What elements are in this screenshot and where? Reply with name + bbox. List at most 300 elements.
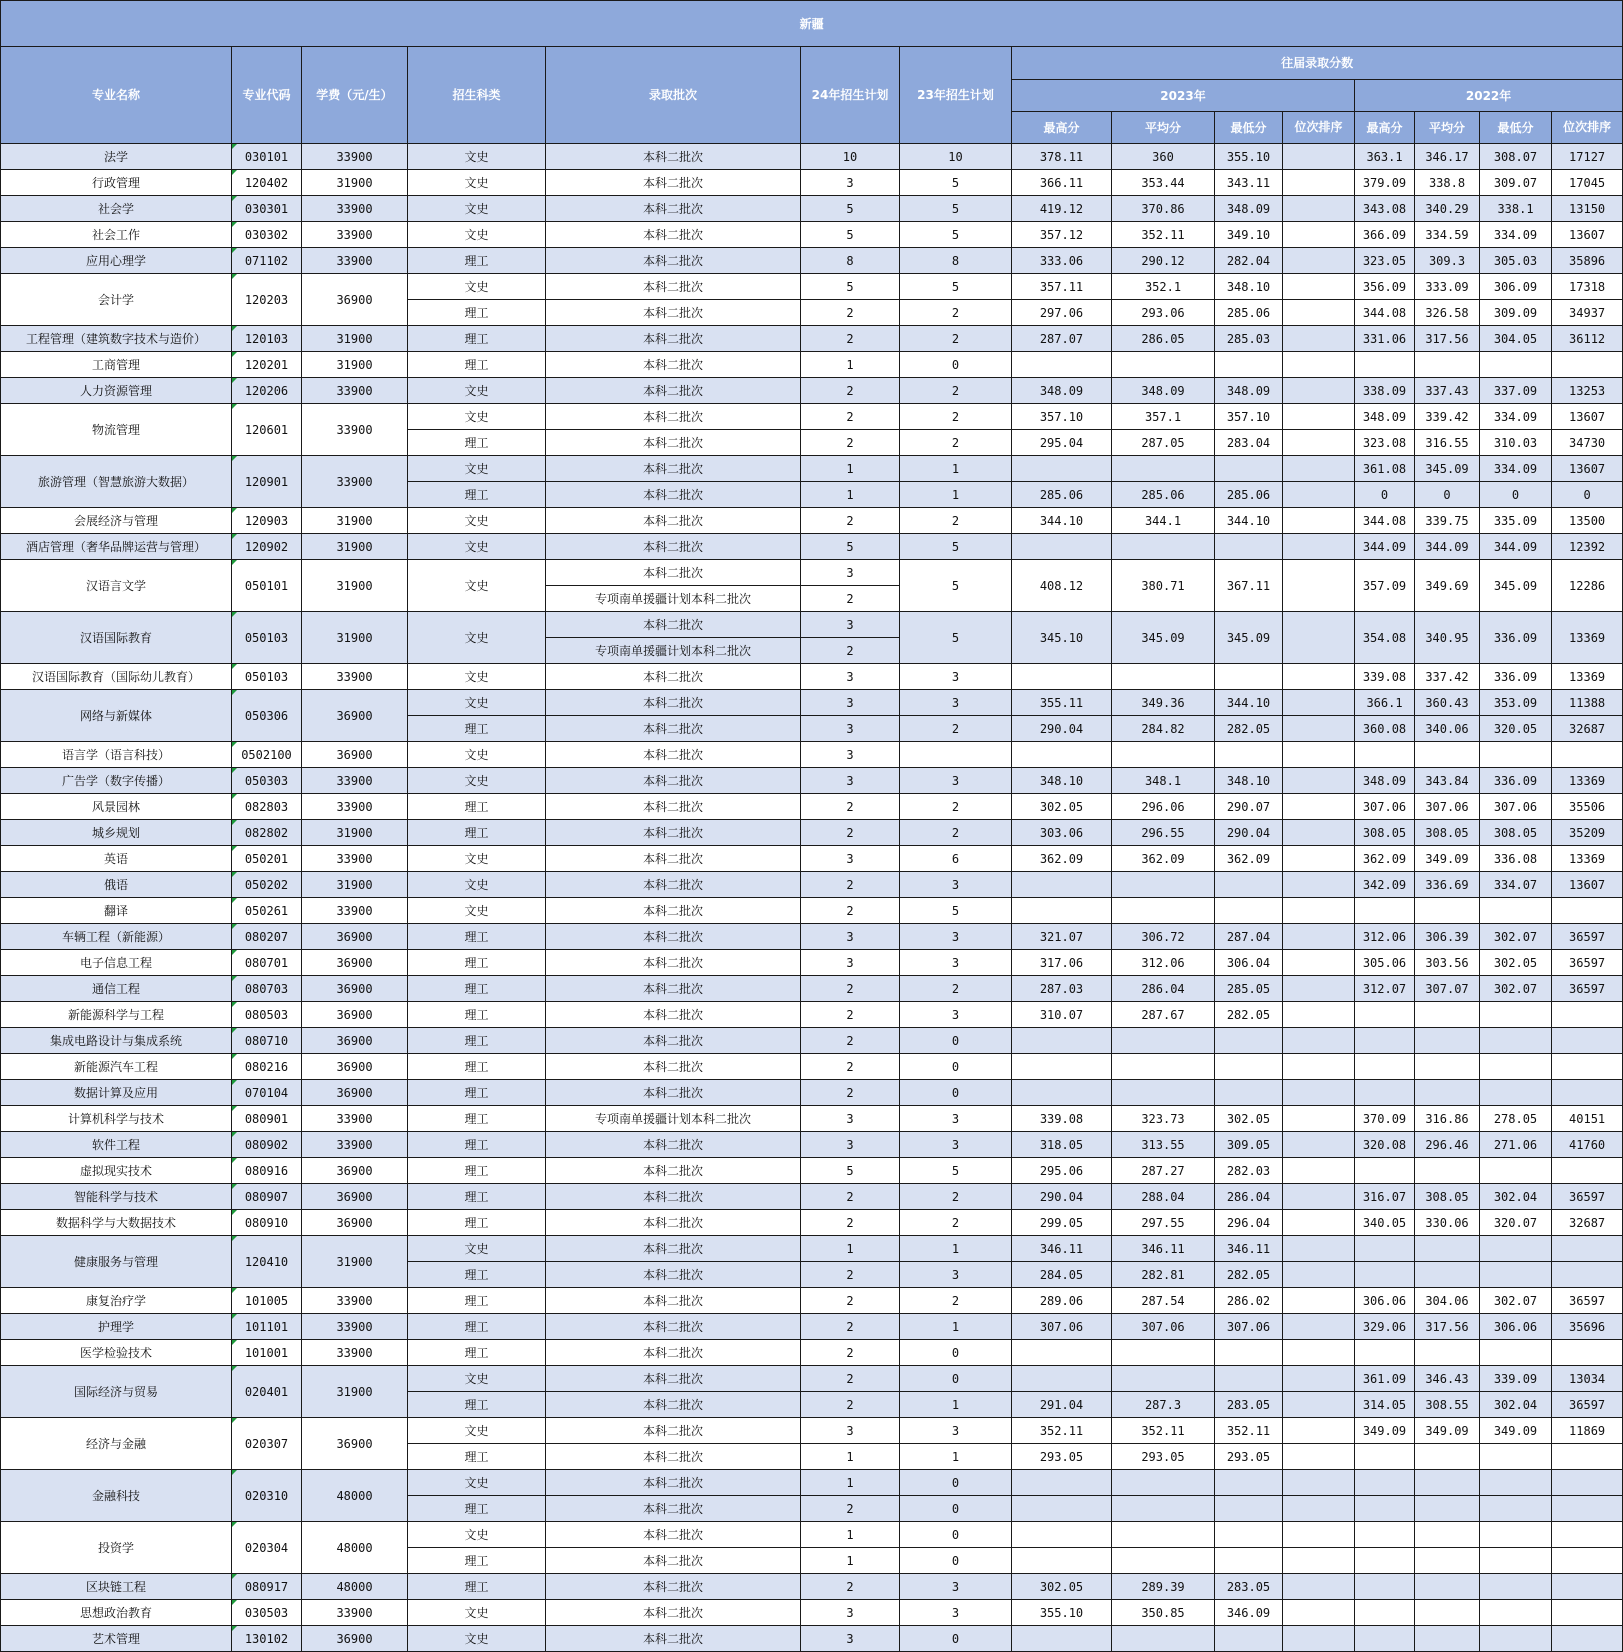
table-row bbox=[1, 196, 1623, 222]
score-2022-min-cell: 309.09 bbox=[1480, 300, 1552, 326]
score-2023-min-cell: 283.04 bbox=[1215, 430, 1283, 456]
score-2022-avg-cell bbox=[1415, 1002, 1480, 1028]
header-category: 招生科类 bbox=[408, 47, 546, 144]
plan-2023-cell: 10 bbox=[900, 144, 1012, 170]
score-2022-rank-cell bbox=[1552, 1236, 1623, 1262]
table-row bbox=[1, 1340, 1623, 1366]
score-2023-min-cell: 357.10 bbox=[1215, 404, 1283, 430]
score-2023-min-cell: 345.09 bbox=[1215, 612, 1283, 664]
score-2023-rank-cell bbox=[1283, 924, 1355, 950]
batch-cell: 本科二批次 bbox=[546, 170, 801, 196]
category-cell: 文史 bbox=[408, 378, 546, 404]
major-name-cell: 汉语国际教育 bbox=[1, 612, 232, 664]
score-2022-max-cell: 316.07 bbox=[1355, 1184, 1415, 1210]
major-code-cell: 120402 bbox=[232, 170, 302, 196]
major-code-cell: 101005 bbox=[232, 1288, 302, 1314]
score-2023-rank-cell bbox=[1283, 716, 1355, 742]
table-row bbox=[1, 404, 1623, 430]
score-2023-max-cell: 355.10 bbox=[1012, 1600, 1112, 1626]
score-2022-avg-cell: 308.05 bbox=[1415, 820, 1480, 846]
major-code-cell: 080902 bbox=[232, 1132, 302, 1158]
score-2022-avg-cell: 349.09 bbox=[1415, 1418, 1480, 1444]
tuition-cell: 33900 bbox=[302, 768, 408, 794]
batch-cell: 本科二批次 bbox=[546, 924, 801, 950]
plan-2023-cell: 5 bbox=[900, 274, 1012, 300]
major-code-cell: 050261 bbox=[232, 898, 302, 924]
tuition-cell: 36900 bbox=[302, 950, 408, 976]
plan-2023-cell: 2 bbox=[900, 326, 1012, 352]
score-2023-avg-cell bbox=[1112, 898, 1215, 924]
score-2023-max-cell: 378.11 bbox=[1012, 144, 1112, 170]
score-2022-rank-cell: 17127 bbox=[1552, 144, 1623, 170]
score-2023-avg-cell bbox=[1112, 456, 1215, 482]
plan-2023-cell: 3 bbox=[900, 664, 1012, 690]
score-2023-avg-cell bbox=[1112, 1366, 1215, 1392]
score-2022-max-cell: 323.08 bbox=[1355, 430, 1415, 456]
score-2023-min-cell: 285.06 bbox=[1215, 482, 1283, 508]
score-2023-rank-cell bbox=[1283, 1392, 1355, 1418]
score-2022-min-cell bbox=[1480, 1054, 1552, 1080]
score-2023-rank-cell bbox=[1283, 1548, 1355, 1574]
score-2022-min-cell: 336.09 bbox=[1480, 664, 1552, 690]
score-2023-max-cell: 290.04 bbox=[1012, 1184, 1112, 1210]
score-2023-min-cell bbox=[1215, 1470, 1283, 1496]
header-year-2023: 2023年 bbox=[1012, 80, 1355, 112]
plan-2024-cell: 2 bbox=[801, 1496, 900, 1522]
score-2023-avg-cell: 285.06 bbox=[1112, 482, 1215, 508]
score-2023-rank-cell bbox=[1283, 1600, 1355, 1626]
table-row bbox=[1, 1236, 1623, 1262]
tuition-cell: 31900 bbox=[302, 508, 408, 534]
major-name-cell: 车辆工程（新能源） bbox=[1, 924, 232, 950]
plan-2024-cell: 2 bbox=[801, 1262, 900, 1288]
score-2023-min-cell: 346.11 bbox=[1215, 1236, 1283, 1262]
major-code-cell: 030302 bbox=[232, 222, 302, 248]
plan-2023-cell: 3 bbox=[900, 768, 1012, 794]
score-2022-avg-cell: 343.84 bbox=[1415, 768, 1480, 794]
score-2023-rank-cell bbox=[1283, 1132, 1355, 1158]
plan-2023-cell: 1 bbox=[900, 1314, 1012, 1340]
major-code-cell: 080910 bbox=[232, 1210, 302, 1236]
score-2023-min-cell: 283.05 bbox=[1215, 1392, 1283, 1418]
score-2023-rank-cell bbox=[1283, 404, 1355, 430]
plan-2024-cell: 2 bbox=[801, 404, 900, 430]
plan-2024-cell: 2 bbox=[801, 378, 900, 404]
category-cell: 文史 bbox=[408, 612, 546, 664]
plan-2024-cell: 2 bbox=[801, 1184, 900, 1210]
score-2022-avg-cell: 337.42 bbox=[1415, 664, 1480, 690]
plan-2024-cell: 2 bbox=[801, 1314, 900, 1340]
plan-2024-cell: 1 bbox=[801, 482, 900, 508]
table-row bbox=[1, 924, 1623, 950]
score-2022-avg-cell: 316.86 bbox=[1415, 1106, 1480, 1132]
category-cell: 文史 bbox=[408, 456, 546, 482]
table-row bbox=[1, 1158, 1623, 1184]
tuition-cell: 33900 bbox=[302, 664, 408, 690]
plan-2024-cell: 3 bbox=[801, 924, 900, 950]
batch-cell: 本科二批次 bbox=[546, 1002, 801, 1028]
tuition-cell: 31900 bbox=[302, 352, 408, 378]
major-name-cell: 软件工程 bbox=[1, 1132, 232, 1158]
table-row bbox=[1, 1470, 1623, 1496]
score-2022-rank-cell: 36597 bbox=[1552, 1288, 1623, 1314]
table-row bbox=[1, 794, 1623, 820]
score-2023-avg-cell: 290.12 bbox=[1112, 248, 1215, 274]
score-2023-rank-cell bbox=[1283, 742, 1355, 768]
score-2022-max-cell: 343.08 bbox=[1355, 196, 1415, 222]
score-2022-max-cell: 348.09 bbox=[1355, 404, 1415, 430]
score-2023-rank-cell bbox=[1283, 1496, 1355, 1522]
score-2022-max-cell: 354.08 bbox=[1355, 612, 1415, 664]
score-2023-min-cell bbox=[1215, 1054, 1283, 1080]
plan-2024-cell: 2 bbox=[801, 976, 900, 1002]
score-2022-max-cell bbox=[1355, 1002, 1415, 1028]
major-code-cell: 080901 bbox=[232, 1106, 302, 1132]
major-name-cell: 新能源科学与工程 bbox=[1, 1002, 232, 1028]
score-2022-max-cell bbox=[1355, 1574, 1415, 1600]
score-2023-max-cell bbox=[1012, 1366, 1112, 1392]
score-2022-max-cell: 379.09 bbox=[1355, 170, 1415, 196]
category-cell: 文史 bbox=[408, 768, 546, 794]
score-2023-max-cell bbox=[1012, 456, 1112, 482]
plan-2023-cell: 2 bbox=[900, 1210, 1012, 1236]
plan-2024-cell: 1 bbox=[801, 1548, 900, 1574]
table-row bbox=[1, 1028, 1623, 1054]
score-2023-max-cell: 321.07 bbox=[1012, 924, 1112, 950]
batch-cell: 本科二批次 bbox=[546, 1522, 801, 1548]
category-cell: 理工 bbox=[408, 716, 546, 742]
tuition-cell: 33900 bbox=[302, 1106, 408, 1132]
score-2022-max-cell: 361.09 bbox=[1355, 1366, 1415, 1392]
score-2023-rank-cell bbox=[1283, 1470, 1355, 1496]
tuition-cell: 33900 bbox=[302, 196, 408, 222]
score-2022-max-cell: 348.09 bbox=[1355, 768, 1415, 794]
score-2022-min-cell: 309.07 bbox=[1480, 170, 1552, 196]
plan-2024-cell: 5 bbox=[801, 222, 900, 248]
score-2022-max-cell: 366.1 bbox=[1355, 690, 1415, 716]
category-cell: 文史 bbox=[408, 1366, 546, 1392]
table-row bbox=[1, 872, 1623, 898]
major-name-cell: 人力资源管理 bbox=[1, 378, 232, 404]
score-2022-max-cell bbox=[1355, 1548, 1415, 1574]
score-2022-max-cell: 312.07 bbox=[1355, 976, 1415, 1002]
batch-cell: 本科二批次 bbox=[546, 560, 801, 586]
major-name-cell: 城乡规划 bbox=[1, 820, 232, 846]
score-2022-avg-cell: 308.55 bbox=[1415, 1392, 1480, 1418]
major-code-cell: 080207 bbox=[232, 924, 302, 950]
major-code-cell: 120903 bbox=[232, 508, 302, 534]
score-2022-max-cell: 329.06 bbox=[1355, 1314, 1415, 1340]
batch-cell: 本科二批次 bbox=[546, 1340, 801, 1366]
plan-2024-cell: 2 bbox=[801, 1574, 900, 1600]
score-2022-min-cell bbox=[1480, 1548, 1552, 1574]
major-name-cell: 健康服务与管理 bbox=[1, 1236, 232, 1288]
score-2023-avg-cell bbox=[1112, 1496, 1215, 1522]
category-cell: 理工 bbox=[408, 1054, 546, 1080]
plan-2023-cell: 5 bbox=[900, 612, 1012, 664]
score-2023-max-cell: 295.06 bbox=[1012, 1158, 1112, 1184]
score-2023-min-cell: 306.04 bbox=[1215, 950, 1283, 976]
score-2023-min-cell: 309.05 bbox=[1215, 1132, 1283, 1158]
batch-cell: 本科二批次 bbox=[546, 1262, 801, 1288]
major-name-cell: 计算机科学与技术 bbox=[1, 1106, 232, 1132]
score-2022-max-cell bbox=[1355, 1054, 1415, 1080]
tuition-cell: 36900 bbox=[302, 690, 408, 742]
plan-2023-cell: 3 bbox=[900, 1132, 1012, 1158]
score-2023-rank-cell bbox=[1283, 1522, 1355, 1548]
score-2023-rank-cell bbox=[1283, 508, 1355, 534]
table-row bbox=[1, 976, 1623, 1002]
table-row bbox=[1, 820, 1623, 846]
tuition-cell: 36900 bbox=[302, 742, 408, 768]
category-cell: 文史 bbox=[408, 1236, 546, 1262]
score-2023-avg-cell: 348.1 bbox=[1112, 768, 1215, 794]
score-2023-rank-cell bbox=[1283, 872, 1355, 898]
score-2022-min-cell bbox=[1480, 1444, 1552, 1470]
plan-2023-cell: 0 bbox=[900, 1470, 1012, 1496]
score-2022-min-cell: 310.03 bbox=[1480, 430, 1552, 456]
plan-2024-cell: 5 bbox=[801, 534, 900, 560]
score-2022-rank-cell bbox=[1552, 1574, 1623, 1600]
score-2022-rank-cell bbox=[1552, 1054, 1623, 1080]
major-code-cell: 120410 bbox=[232, 1236, 302, 1288]
tuition-cell: 33900 bbox=[302, 1314, 408, 1340]
score-2023-min-cell: 283.05 bbox=[1215, 1574, 1283, 1600]
category-cell: 文史 bbox=[408, 664, 546, 690]
batch-cell: 本科二批次 bbox=[546, 768, 801, 794]
plan-2023-cell: 3 bbox=[900, 690, 1012, 716]
score-2022-max-cell: 314.05 bbox=[1355, 1392, 1415, 1418]
category-cell: 文史 bbox=[408, 1522, 546, 1548]
score-2023-rank-cell bbox=[1283, 690, 1355, 716]
score-2022-rank-cell: 13607 bbox=[1552, 404, 1623, 430]
score-2022-avg-cell bbox=[1415, 1080, 1480, 1106]
plan-2024-cell: 2 bbox=[801, 1392, 900, 1418]
major-code-cell: 120201 bbox=[232, 352, 302, 378]
batch-cell: 本科二批次 bbox=[546, 508, 801, 534]
major-code-cell: 071102 bbox=[232, 248, 302, 274]
score-2022-avg-cell: 317.56 bbox=[1415, 1314, 1480, 1340]
plan-2024-cell: 10 bbox=[801, 144, 900, 170]
score-2022-rank-cell bbox=[1552, 1600, 1623, 1626]
score-2022-max-cell: 361.08 bbox=[1355, 456, 1415, 482]
score-2022-avg-cell: 326.58 bbox=[1415, 300, 1480, 326]
table-row bbox=[1, 352, 1623, 378]
score-2022-min-cell: 345.09 bbox=[1480, 560, 1552, 612]
tuition-cell: 36900 bbox=[302, 976, 408, 1002]
score-2022-avg-cell: 303.56 bbox=[1415, 950, 1480, 976]
plan-2023-cell: 2 bbox=[900, 430, 1012, 456]
score-2022-avg-cell bbox=[1415, 352, 1480, 378]
tuition-cell: 33900 bbox=[302, 794, 408, 820]
major-code-cell: 080907 bbox=[232, 1184, 302, 1210]
score-2023-avg-cell bbox=[1112, 872, 1215, 898]
score-2022-min-cell: 306.09 bbox=[1480, 274, 1552, 300]
header-major-name: 专业名称 bbox=[1, 47, 232, 144]
plan-2023-cell: 1 bbox=[900, 482, 1012, 508]
score-2022-rank-cell: 35506 bbox=[1552, 794, 1623, 820]
category-cell: 文史 bbox=[408, 690, 546, 716]
score-2022-max-cell: 339.08 bbox=[1355, 664, 1415, 690]
major-name-cell: 艺术管理 bbox=[1, 1626, 232, 1652]
plan-2023-cell: 1 bbox=[900, 1392, 1012, 1418]
category-cell: 理工 bbox=[408, 1080, 546, 1106]
score-2023-max-cell: 299.05 bbox=[1012, 1210, 1112, 1236]
score-2023-rank-cell bbox=[1283, 222, 1355, 248]
tuition-cell: 33900 bbox=[302, 144, 408, 170]
major-code-cell: 050103 bbox=[232, 664, 302, 690]
score-2022-max-cell: 305.06 bbox=[1355, 950, 1415, 976]
score-2023-min-cell: 352.11 bbox=[1215, 1418, 1283, 1444]
table-row bbox=[1, 1366, 1623, 1392]
score-2022-min-cell: 306.06 bbox=[1480, 1314, 1552, 1340]
score-2023-max-cell bbox=[1012, 1626, 1112, 1652]
score-2022-max-cell bbox=[1355, 1522, 1415, 1548]
score-2022-min-cell: 334.09 bbox=[1480, 222, 1552, 248]
plan-2024-cell: 1 bbox=[801, 352, 900, 378]
table-row bbox=[1, 1418, 1623, 1444]
major-name-cell: 酒店管理（奢华品牌运营与管理） bbox=[1, 534, 232, 560]
score-2022-avg-cell: 317.56 bbox=[1415, 326, 1480, 352]
score-2023-avg-cell: 357.1 bbox=[1112, 404, 1215, 430]
score-2023-max-cell: 291.04 bbox=[1012, 1392, 1112, 1418]
major-name-cell: 护理学 bbox=[1, 1314, 232, 1340]
table-row bbox=[1, 1002, 1623, 1028]
header-batch: 录取批次 bbox=[546, 47, 801, 144]
score-2023-rank-cell bbox=[1283, 1080, 1355, 1106]
score-2023-rank-cell bbox=[1283, 846, 1355, 872]
score-2023-max-cell: 302.05 bbox=[1012, 1574, 1112, 1600]
category-cell: 理工 bbox=[408, 976, 546, 1002]
plan-2023-cell: 3 bbox=[900, 1106, 1012, 1132]
plan-2023-cell: 0 bbox=[900, 1340, 1012, 1366]
plan-2024-cell: 2 bbox=[801, 638, 900, 664]
table-row bbox=[1, 170, 1623, 196]
score-2023-avg-cell: 345.09 bbox=[1112, 612, 1215, 664]
score-2022-min-cell bbox=[1480, 1236, 1552, 1262]
header-year-2022: 2022年 bbox=[1355, 80, 1623, 112]
score-2022-avg-cell: 0 bbox=[1415, 482, 1480, 508]
category-cell: 理工 bbox=[408, 352, 546, 378]
category-cell: 理工 bbox=[408, 1340, 546, 1366]
score-2023-avg-cell: 344.1 bbox=[1112, 508, 1215, 534]
major-name-cell: 旅游管理（智慧旅游大数据） bbox=[1, 456, 232, 508]
category-cell: 理工 bbox=[408, 482, 546, 508]
batch-cell: 本科二批次 bbox=[546, 1028, 801, 1054]
score-2023-avg-cell: 284.82 bbox=[1112, 716, 1215, 742]
tuition-cell: 36900 bbox=[302, 1184, 408, 1210]
major-name-cell: 翻译 bbox=[1, 898, 232, 924]
batch-cell: 本科二批次 bbox=[546, 716, 801, 742]
score-2023-rank-cell bbox=[1283, 820, 1355, 846]
score-2022-max-cell: 344.08 bbox=[1355, 300, 1415, 326]
score-2022-min-cell: 304.05 bbox=[1480, 326, 1552, 352]
tuition-cell: 33900 bbox=[302, 1600, 408, 1626]
score-2023-min-cell bbox=[1215, 1028, 1283, 1054]
score-2023-max-cell: 307.06 bbox=[1012, 1314, 1112, 1340]
score-2023-max-cell: 408.12 bbox=[1012, 560, 1112, 612]
score-2023-avg-cell bbox=[1112, 664, 1215, 690]
major-name-cell: 数据计算及应用 bbox=[1, 1080, 232, 1106]
score-2022-min-cell: 337.09 bbox=[1480, 378, 1552, 404]
batch-cell: 本科二批次 bbox=[546, 1314, 801, 1340]
score-2022-min-cell: 336.09 bbox=[1480, 768, 1552, 794]
score-2023-rank-cell bbox=[1283, 456, 1355, 482]
batch-cell: 本科二批次 bbox=[546, 1470, 801, 1496]
score-2023-avg-cell: 348.09 bbox=[1112, 378, 1215, 404]
score-2023-max-cell bbox=[1012, 898, 1112, 924]
score-2022-rank-cell: 13369 bbox=[1552, 612, 1623, 664]
score-2022-rank-cell: 13607 bbox=[1552, 222, 1623, 248]
plan-2024-cell: 1 bbox=[801, 1236, 900, 1262]
score-2022-rank-cell: 13500 bbox=[1552, 508, 1623, 534]
batch-cell: 本科二批次 bbox=[546, 1548, 801, 1574]
major-code-cell: 101001 bbox=[232, 1340, 302, 1366]
major-name-cell: 医学检验技术 bbox=[1, 1340, 232, 1366]
batch-cell: 本科二批次 bbox=[546, 1236, 801, 1262]
score-2023-min-cell: 343.11 bbox=[1215, 170, 1283, 196]
score-2022-max-cell: 342.09 bbox=[1355, 872, 1415, 898]
major-name-cell: 金融科技 bbox=[1, 1470, 232, 1522]
major-code-cell: 080703 bbox=[232, 976, 302, 1002]
score-2022-max-cell: 360.08 bbox=[1355, 716, 1415, 742]
score-2022-avg-cell bbox=[1415, 1444, 1480, 1470]
score-2022-rank-cell bbox=[1552, 742, 1623, 768]
score-2022-min-cell bbox=[1480, 1262, 1552, 1288]
plan-2024-cell: 2 bbox=[801, 1366, 900, 1392]
score-2022-rank-cell: 13253 bbox=[1552, 378, 1623, 404]
score-2022-rank-cell: 0 bbox=[1552, 482, 1623, 508]
plan-2023-cell: 0 bbox=[900, 1522, 1012, 1548]
category-cell: 理工 bbox=[408, 794, 546, 820]
score-2023-min-cell bbox=[1215, 1340, 1283, 1366]
score-2023-min-cell bbox=[1215, 352, 1283, 378]
plan-2023-cell: 0 bbox=[900, 1626, 1012, 1652]
plan-2023-cell: 5 bbox=[900, 196, 1012, 222]
plan-2023-cell: 5 bbox=[900, 898, 1012, 924]
batch-cell: 本科二批次 bbox=[546, 1080, 801, 1106]
plan-2024-cell: 3 bbox=[801, 1418, 900, 1444]
score-2022-max-cell: 320.08 bbox=[1355, 1132, 1415, 1158]
major-name-cell: 法学 bbox=[1, 144, 232, 170]
score-2023-max-cell bbox=[1012, 1080, 1112, 1106]
score-2022-avg-cell: 340.29 bbox=[1415, 196, 1480, 222]
score-2022-max-cell bbox=[1355, 898, 1415, 924]
score-2022-rank-cell: 41760 bbox=[1552, 1132, 1623, 1158]
score-2023-rank-cell bbox=[1283, 898, 1355, 924]
score-2022-avg-cell bbox=[1415, 1028, 1480, 1054]
major-code-cell: 020307 bbox=[232, 1418, 302, 1470]
plan-2024-cell: 3 bbox=[801, 1600, 900, 1626]
score-2023-avg-cell: 323.73 bbox=[1112, 1106, 1215, 1132]
batch-cell: 本科二批次 bbox=[546, 1054, 801, 1080]
score-2023-rank-cell bbox=[1283, 664, 1355, 690]
batch-cell: 本科二批次 bbox=[546, 1132, 801, 1158]
score-2022-min-cell bbox=[1480, 1158, 1552, 1184]
major-code-cell: 101101 bbox=[232, 1314, 302, 1340]
score-2022-avg-cell bbox=[1415, 1158, 1480, 1184]
tuition-cell: 36900 bbox=[302, 1626, 408, 1652]
score-2023-min-cell: 344.10 bbox=[1215, 690, 1283, 716]
tuition-cell: 36900 bbox=[302, 1210, 408, 1236]
score-2023-min-cell: 348.09 bbox=[1215, 196, 1283, 222]
category-cell: 理工 bbox=[408, 326, 546, 352]
batch-cell: 本科二批次 bbox=[546, 794, 801, 820]
score-2022-rank-cell: 36597 bbox=[1552, 924, 1623, 950]
table-title: 新疆 bbox=[1, 1, 1623, 47]
score-2022-min-cell: 335.09 bbox=[1480, 508, 1552, 534]
major-code-cell: 050103 bbox=[232, 612, 302, 664]
